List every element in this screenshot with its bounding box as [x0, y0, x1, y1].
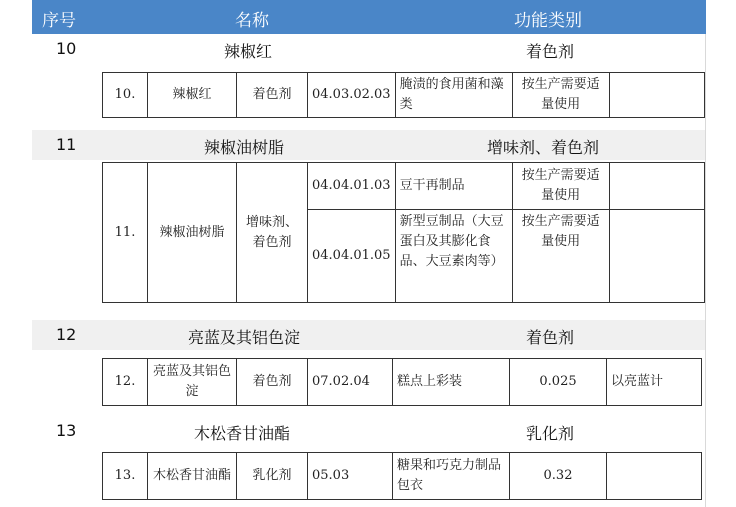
- cell-code: 04.03.02.03: [308, 73, 396, 118]
- cell-note: [609, 73, 704, 118]
- cell-note: 以亮蓝计: [607, 359, 702, 406]
- table-row: [103, 359, 702, 406]
- entry-function: 着色剂: [526, 42, 575, 61]
- cell-code: 05.03: [308, 453, 393, 500]
- entry-scan: [32, 160, 706, 320]
- cell-function: 增味剂、着色剂: [237, 163, 308, 303]
- entry-index: 13: [56, 421, 77, 440]
- cell-note: [607, 453, 702, 500]
- cell-name: 亮蓝及其铝色淀: [148, 359, 237, 406]
- cell-category: 糕点上彩装: [393, 359, 510, 406]
- cell-num: 10.: [103, 73, 148, 118]
- cell-max: 0.32: [510, 453, 607, 500]
- cell-name: 木松香甘油酯: [148, 453, 237, 500]
- cell-num: 11.: [103, 163, 148, 303]
- cell-category: 糖果和巧克力制品包衣: [393, 453, 510, 500]
- header-name: 名称: [235, 11, 269, 31]
- cell-max: 按生产需要适量使用: [512, 163, 609, 210]
- entry-row: [32, 320, 706, 350]
- entry-function: 着色剂: [526, 328, 575, 347]
- entry-index: 10: [56, 39, 77, 58]
- cell-function: 着色剂: [237, 359, 308, 406]
- entry-name: 木松香甘油酯: [194, 424, 291, 443]
- entry-scan: [32, 64, 706, 130]
- table-row: [103, 163, 705, 210]
- header-function: 功能类别: [514, 11, 582, 31]
- entry-row: [32, 34, 706, 64]
- table-header: [32, 0, 706, 34]
- entry-index: 12: [56, 325, 77, 344]
- cell-note: [609, 163, 704, 210]
- cell-category: 豆干再制品: [395, 163, 512, 210]
- entry-function: 增味剂、着色剂: [487, 138, 600, 157]
- entry-index: 11: [56, 135, 77, 154]
- cell-category: 新型豆制品（大豆蛋白及其膨化食品、大豆素肉等）: [395, 210, 512, 303]
- cell-note: [609, 210, 704, 303]
- cell-function: 着色剂: [237, 73, 308, 118]
- header-index: 序号: [42, 11, 76, 31]
- entry-row: [32, 416, 706, 446]
- entry-name: 辣椒红: [224, 42, 273, 61]
- entry-scan: [32, 446, 706, 507]
- cell-code: 04.04.01.05: [308, 210, 396, 303]
- cell-num: 13.: [103, 453, 148, 500]
- cell-max: 按生产需要适量使用: [512, 210, 609, 303]
- cell-code: 04.04.01.03: [308, 163, 396, 210]
- cell-max: 0.025: [510, 359, 607, 406]
- scanned-table: [102, 162, 705, 303]
- scanned-table: [102, 72, 705, 118]
- page-border: [705, 34, 706, 507]
- entry-row: [32, 130, 706, 160]
- scanned-table: [102, 452, 702, 500]
- cell-category: 腌渍的食用菌和藻类: [395, 73, 512, 118]
- scanned-table: [102, 358, 702, 406]
- cell-code: 07.02.04: [308, 359, 393, 406]
- cell-num: 12.: [103, 359, 148, 406]
- entry-name: 亮蓝及其铝色淀: [188, 328, 301, 347]
- entry-function: 乳化剂: [526, 424, 575, 443]
- cell-name: 辣椒红: [148, 73, 237, 118]
- entry-name: 辣椒油树脂: [204, 138, 285, 157]
- additive-table-page: [32, 0, 706, 507]
- entry-scan: [32, 350, 706, 416]
- table-row: [103, 453, 702, 500]
- cell-name: 辣椒油树脂: [148, 163, 237, 303]
- cell-function: 乳化剂: [237, 453, 308, 500]
- cell-max: 按生产需要适量使用: [512, 73, 609, 118]
- table-row: [103, 73, 705, 118]
